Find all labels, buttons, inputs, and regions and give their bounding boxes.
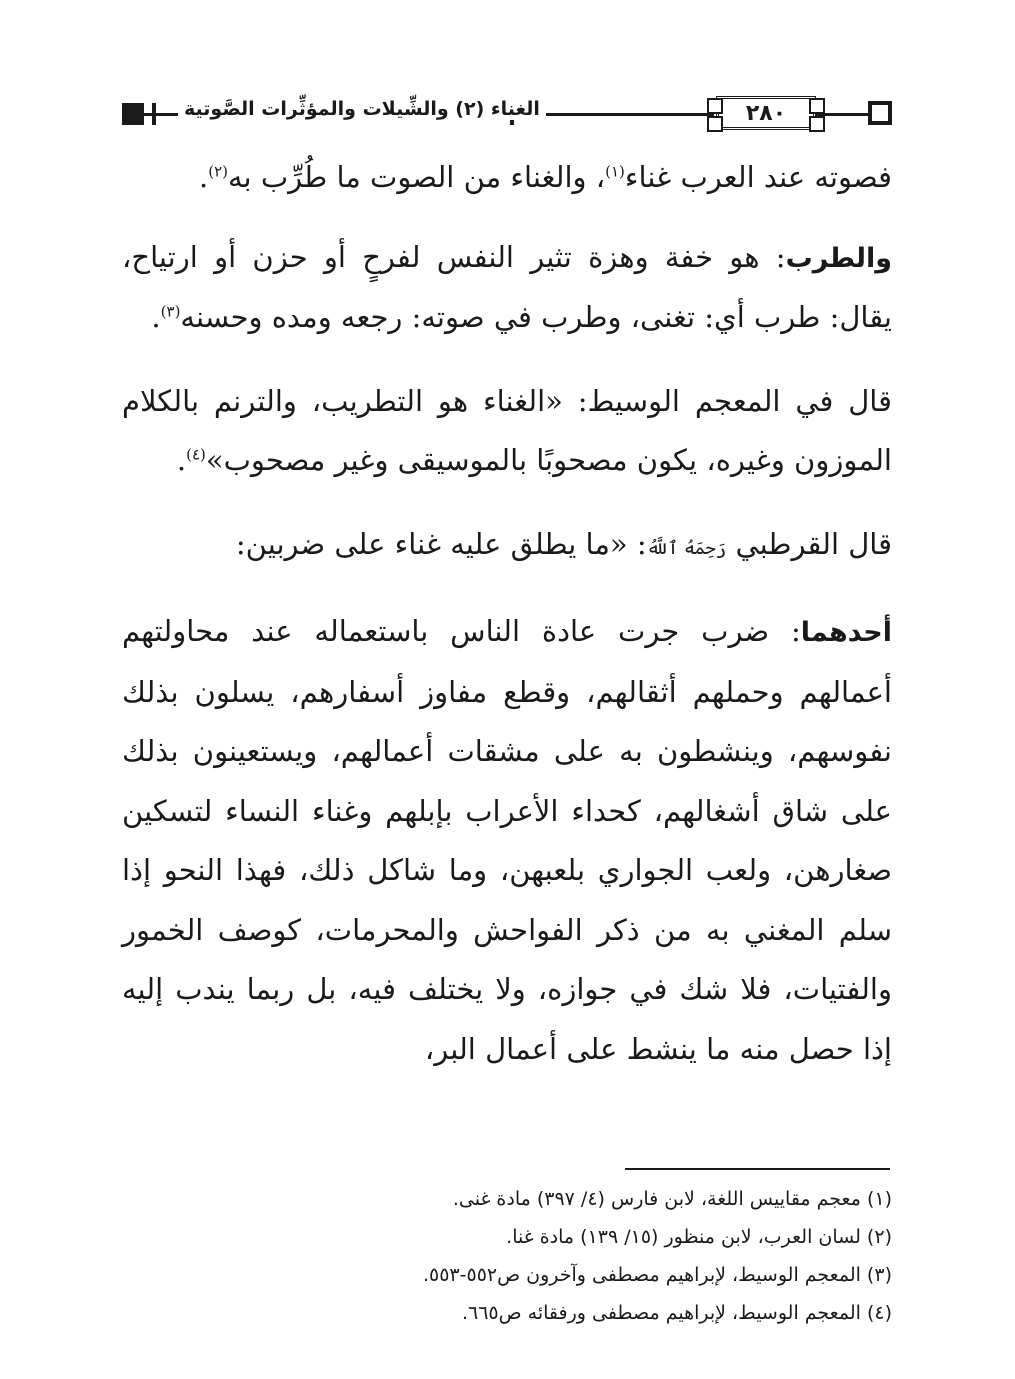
footnote-item: (٤) المعجم الوسيط، لإبراهيم مصطفى ورفقائه ص٦٦٥. <box>461 1302 892 1324</box>
page-box-ornament <box>809 98 825 114</box>
footnote-ref: (١) <box>605 162 625 181</box>
page-number-box <box>716 96 816 130</box>
paragraph-3: قال في المعجم الوسيط: «الغناء هو التطريب، والترنم بالكلام الموزون وغيره، يكون مصحوبًا بالموسيقى وغير مصحوب»$^{(٤)}$. <box>122 383 892 477</box>
footnote-item: (١) معجم مقاييس اللغة، لابن فارس (٤/ ٣٩٧) مادة غنى. <box>452 1188 892 1210</box>
paragraph-5: أحدهما: ضرب جرت عادة الناس باستعماله عند محاولتهم أعمالهم وحملهم أثقالهم، وقطع مفاوز أسفارهم، يسلون بذلك نفوسهم، وينشطون به على مشقات أعمالهم، ويستعينون بذلك على شاق أشغالهم، كحداء الأعراب بإبلهم وغناء النساء لتسكين صغارهن، ولعب الجواري بلعبهن، وما شاكل ذلك، فهذا النحو إذا سلم المغني به من ذكر الفواحش والمحرمات، كوصف الخمور والفتيات، فلا شك في جوازه، ولا يختلف فيه، بل ربما يندب إليه إذا حصل منه ما ينشط على أعمال البر، <box>122 614 892 1066</box>
footnote-ref: (٤) <box>186 445 206 464</box>
page-box-ornament <box>707 98 723 114</box>
footnote-item: (٣) المعجم الوسيط، لإبراهيم مصطفى وآخرون ص٥٥٢-٥٥٣. <box>422 1264 892 1286</box>
header-ornament-bar <box>152 103 156 125</box>
paragraph-1: فصوته عند العرب غناء$^{(١)}$، والغناء من الصوت ما طُرِّب به$^{(٢)}$. <box>199 160 892 194</box>
page-number: ٢٨٠ <box>745 101 787 126</box>
term-heading: أحدهما <box>800 617 892 648</box>
term-heading: والطرب <box>785 242 892 274</box>
paragraph-4: قال القرطبي رَحِمَهُ ٱللَّهُ: «ما يطلق عليه غناء على ضربين: <box>235 526 892 561</box>
footnote-ref: (٢) <box>208 162 228 181</box>
running-title: الغناء (٢) والشِّيلات والمؤثِّرات الصَّوتية <box>178 98 546 120</box>
page-box-ornament <box>809 116 825 132</box>
page-header <box>122 96 892 136</box>
paragraph-2: والطرب: هو خفة وهزة تثير النفس لفرحٍ أو حزن أو ارتياح، يقال: طرب أي: تغنى، وطرب في صوته: رجعه ومده وحسنه$^{(٣)}$. <box>122 239 892 334</box>
footnote-ref: (٣) <box>160 302 181 321</box>
footnotes <box>180 1180 892 1332</box>
honorific: رَحِمَهُ ٱللَّهُ <box>646 537 727 559</box>
page-box-ornament <box>707 116 723 132</box>
footnote-separator <box>625 1168 890 1170</box>
header-rule-right <box>816 113 876 116</box>
header-ornament-hollow-square <box>868 101 892 125</box>
footnote-item: (٢) لسان العرب، لابن منظور (١٥/ ١٣٩) مادة غنا. <box>506 1226 892 1248</box>
main-text <box>122 148 892 1103</box>
header-ornament-square <box>122 103 144 125</box>
